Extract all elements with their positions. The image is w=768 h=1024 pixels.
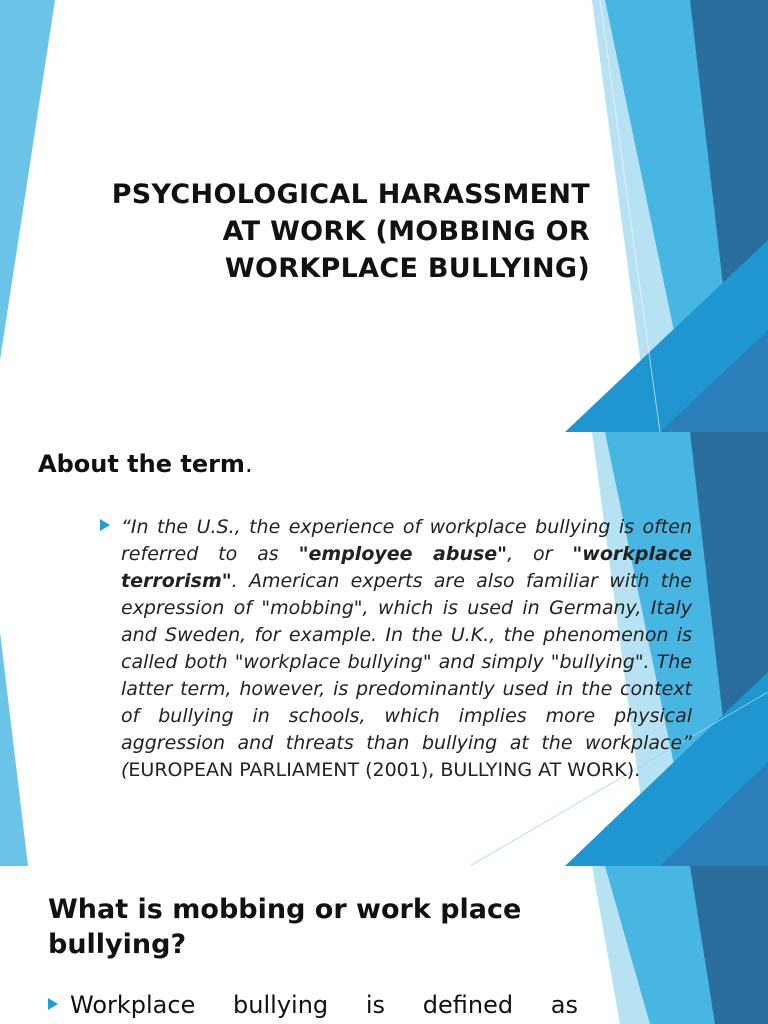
definition-word: Workplace <box>70 991 196 1019</box>
left-accent-shape <box>0 632 28 866</box>
definition-slide <box>0 866 768 1024</box>
title-line-2: AT WORK (MOBBING OR <box>222 216 590 247</box>
quote-part-3: . American experts are also familiar with the expression of "mobbing", which is used in Germany, Italy and Sweden, for example. In the U.K., the phenomenon is called both "workplace bullying" and simply "bullying". The latter term, however, is predominantly used in the context of bullying in schools, which implies more physical aggression and threats than bullying at the workplace” ( <box>121 570 692 781</box>
definition-word: defined <box>422 991 514 1019</box>
slide3-heading: What is mobbing or work place bullying? <box>48 894 522 960</box>
heading-text: About the term <box>38 450 245 478</box>
quote-bold-employee-abuse: "employee abuse" <box>298 543 508 565</box>
quote-source: EUROPEAN PARLIAMENT (2001), BULLYING AT WORK). <box>128 759 641 781</box>
left-accent-shape <box>0 0 55 360</box>
about-term-slide <box>0 432 768 866</box>
title-line-1: PSYCHOLOGICAL HARASSMENT <box>111 179 590 210</box>
quote-part-1: “In the U.S., the experience of workplace bullying is often referred to as <box>121 516 692 565</box>
slide2-heading <box>38 450 253 478</box>
title-slide <box>0 0 768 432</box>
definition-word: is <box>365 991 386 1019</box>
bullet-arrow-icon <box>48 998 58 1010</box>
definition-bullet <box>48 990 578 1020</box>
definition-text <box>70 990 578 1020</box>
definition-word: bullying <box>233 991 329 1019</box>
heading-period: . <box>244 450 253 478</box>
quote-part-2: , or <box>507 543 573 565</box>
quote-bullet <box>100 514 692 784</box>
bullet-arrow-icon <box>100 519 110 531</box>
slide1-title <box>60 176 590 287</box>
title-line-3: WORKPLACE BULLYING) <box>224 253 590 284</box>
definition-word: as <box>550 991 578 1019</box>
quote-text <box>121 514 692 784</box>
quote-bold-workplace-terrorism: "workplace terrorism" <box>121 543 692 592</box>
